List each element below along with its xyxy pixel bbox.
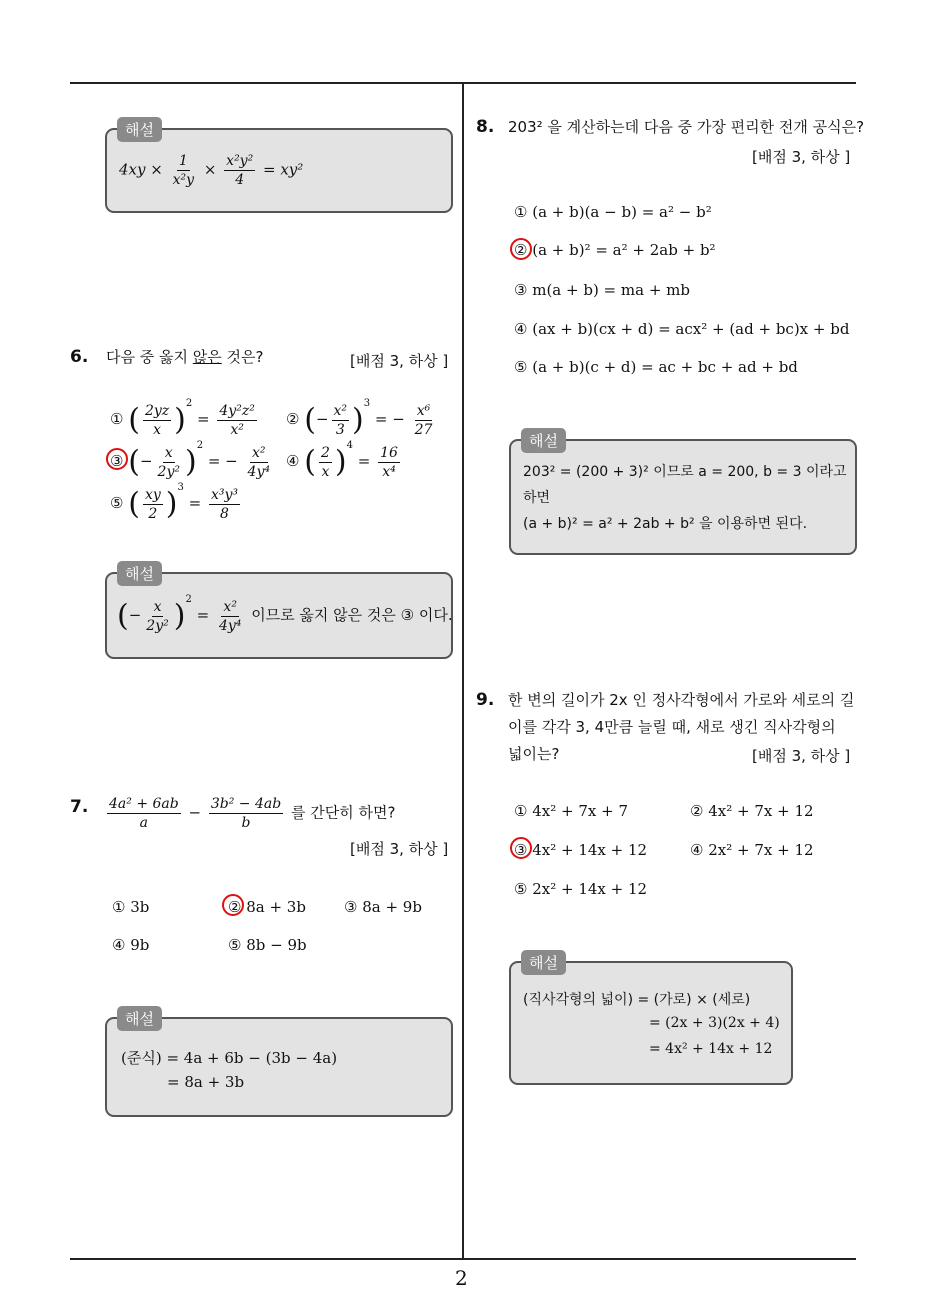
- solution-box-q8: [509, 432, 857, 555]
- solution-tag: 해설: [521, 950, 566, 975]
- q8-option-3[interactable]: ③ m(a + b) = ma + mb: [514, 281, 690, 299]
- q9-number: 9.: [476, 690, 495, 710]
- solution-q9-line2: = (2x + 3)(2x + 4): [649, 1015, 780, 1031]
- q7-option-2[interactable]: ② 8a + 3b: [228, 898, 306, 916]
- solution-q8-line3: (a + b)² = a² + 2ab + b² 을 이용하면 된다.: [523, 516, 808, 532]
- q8-option-1[interactable]: ① (a + b)(a − b) = a² − b²: [514, 203, 712, 221]
- q6-option-5[interactable]: ⑤ ( $\frac{xy}{2}$ )$^3$ = $\frac{\text{x³y³}}{8}$: [110, 482, 239, 522]
- q6-option-2[interactable]: ② (− $\frac{\text{x²}}{3}$ )$^3$ = − $\frac{\text{x⁶}}{27}$: [286, 398, 433, 438]
- q8-number: 8.: [476, 117, 495, 137]
- q9-option-1[interactable]: ① 4x² + 7x + 7: [514, 802, 628, 820]
- solution-q8-line2: 하면: [523, 490, 551, 506]
- answer-mark-q6: [106, 448, 128, 470]
- solution-q6-expr: (− $\frac{x}{\text{2y²}}$ )$^2$ = $\frac{\text{x²}}{\text{4y⁴}}$ 이므로 옳지 않은 것은 ③ 이다.: [117, 594, 453, 634]
- solution-box-q6: [105, 565, 453, 659]
- solution-box-q7: [105, 1010, 453, 1117]
- solution-q5-expr: 4xy × $\frac{1}{\text{x²y}}$ × $\frac{\text{x²y²}}{4}$ = xy²: [119, 153, 304, 188]
- q7-expression: $\frac{\text{4a² + 6ab}}{a}$ − $\frac{\text{3b² − 4ab}}{b}$ 를 간단히 하면?: [109, 796, 396, 831]
- q8-option-5[interactable]: ⑤ (a + b)(c + d) = ac + bc + ad + bd: [514, 358, 798, 376]
- q9-points: [배점 3, 하상 ]: [752, 747, 851, 765]
- answer-mark-q9: [510, 837, 532, 859]
- solution-q7-line1: (준식) = 4a + 6b − (3b − 4a): [121, 1049, 338, 1067]
- solution-tag: 해설: [117, 561, 162, 586]
- q7-option-5[interactable]: ⑤ 8b − 9b: [228, 936, 307, 954]
- solution-q7-line2: = 8a + 3b: [167, 1073, 245, 1091]
- q9-line2: 이를 각각 3, 4만큼 늘릴 때, 새로 생긴 직사각형의: [508, 718, 836, 736]
- q9-line1: 한 변의 길이가 2x 인 정사각형에서 가로와 세로의 길: [508, 691, 855, 709]
- solution-tag: 해설: [117, 117, 162, 142]
- q7-option-1[interactable]: ① 3b: [112, 898, 150, 916]
- q9-option-4[interactable]: ④ 2x² + 7x + 12: [690, 841, 814, 859]
- q9-option-5[interactable]: ⑤ 2x² + 14x + 12: [514, 880, 648, 898]
- solution-box-q9: [509, 954, 793, 1085]
- q6-option-1[interactable]: ① ( $\frac{2yz}{x}$ )$^2$ = $\frac{\text{4y²z²}}{\text{x²}}$: [110, 398, 255, 438]
- q6-option-3[interactable]: ③ (− $\frac{x}{\text{2y²}}$ )$^2$ = − $\frac{\text{x²}}{\text{4y⁴}}$: [110, 440, 270, 480]
- q9-line3: 넓이는?: [508, 745, 560, 763]
- solution-tag: 해설: [117, 1006, 162, 1031]
- q8-points: [배점 3, 하상 ]: [752, 148, 851, 166]
- q6-points: [배점 3, 하상 ]: [350, 352, 449, 370]
- q7-points: [배점 3, 하상 ]: [350, 840, 449, 858]
- solution-q8-line1: 203² = (200 + 3)² 이므로 a = 200, b = 3 이라고: [523, 464, 847, 480]
- q9-option-2[interactable]: ② 4x² + 7x + 12: [690, 802, 814, 820]
- q6-number: 6.: [70, 347, 89, 367]
- answer-mark-q7: [222, 894, 244, 916]
- answer-mark-q8: [510, 238, 532, 260]
- bottom-rule: [70, 1258, 856, 1260]
- column-divider: [462, 84, 464, 1259]
- q7-option-3[interactable]: ③ 8a + 9b: [344, 898, 422, 916]
- q8-option-2[interactable]: ② (a + b)² = a² + 2ab + b²: [514, 241, 716, 259]
- q6-option-4[interactable]: ④ ( $\frac{2}{x}$ )$^4$ = $\frac{16}{\text{x⁴}}$: [286, 440, 398, 480]
- q7-option-4[interactable]: ④ 9b: [112, 936, 150, 954]
- page-number: 2: [455, 1266, 468, 1290]
- solution-q9-line1: (직사각형의 넓이) = (가로) × (세로): [523, 992, 751, 1008]
- q6-text: 다음 중 옳지 않은 것은?: [106, 348, 264, 366]
- solution-box-q5: [105, 121, 453, 213]
- q9-option-3[interactable]: ③ 4x² + 14x + 12: [514, 841, 648, 859]
- q7-number: 7.: [70, 797, 89, 817]
- solution-q9-line3: = 4x² + 14x + 12: [649, 1041, 773, 1057]
- q8-option-4[interactable]: ④ (ax + b)(cx + d) = acx² + (ad + bc)x + bd: [514, 320, 850, 338]
- q8-text: 203² 을 계산하는데 다음 중 가장 편리한 전개 공식은?: [508, 118, 865, 136]
- solution-tag: 해설: [521, 428, 566, 453]
